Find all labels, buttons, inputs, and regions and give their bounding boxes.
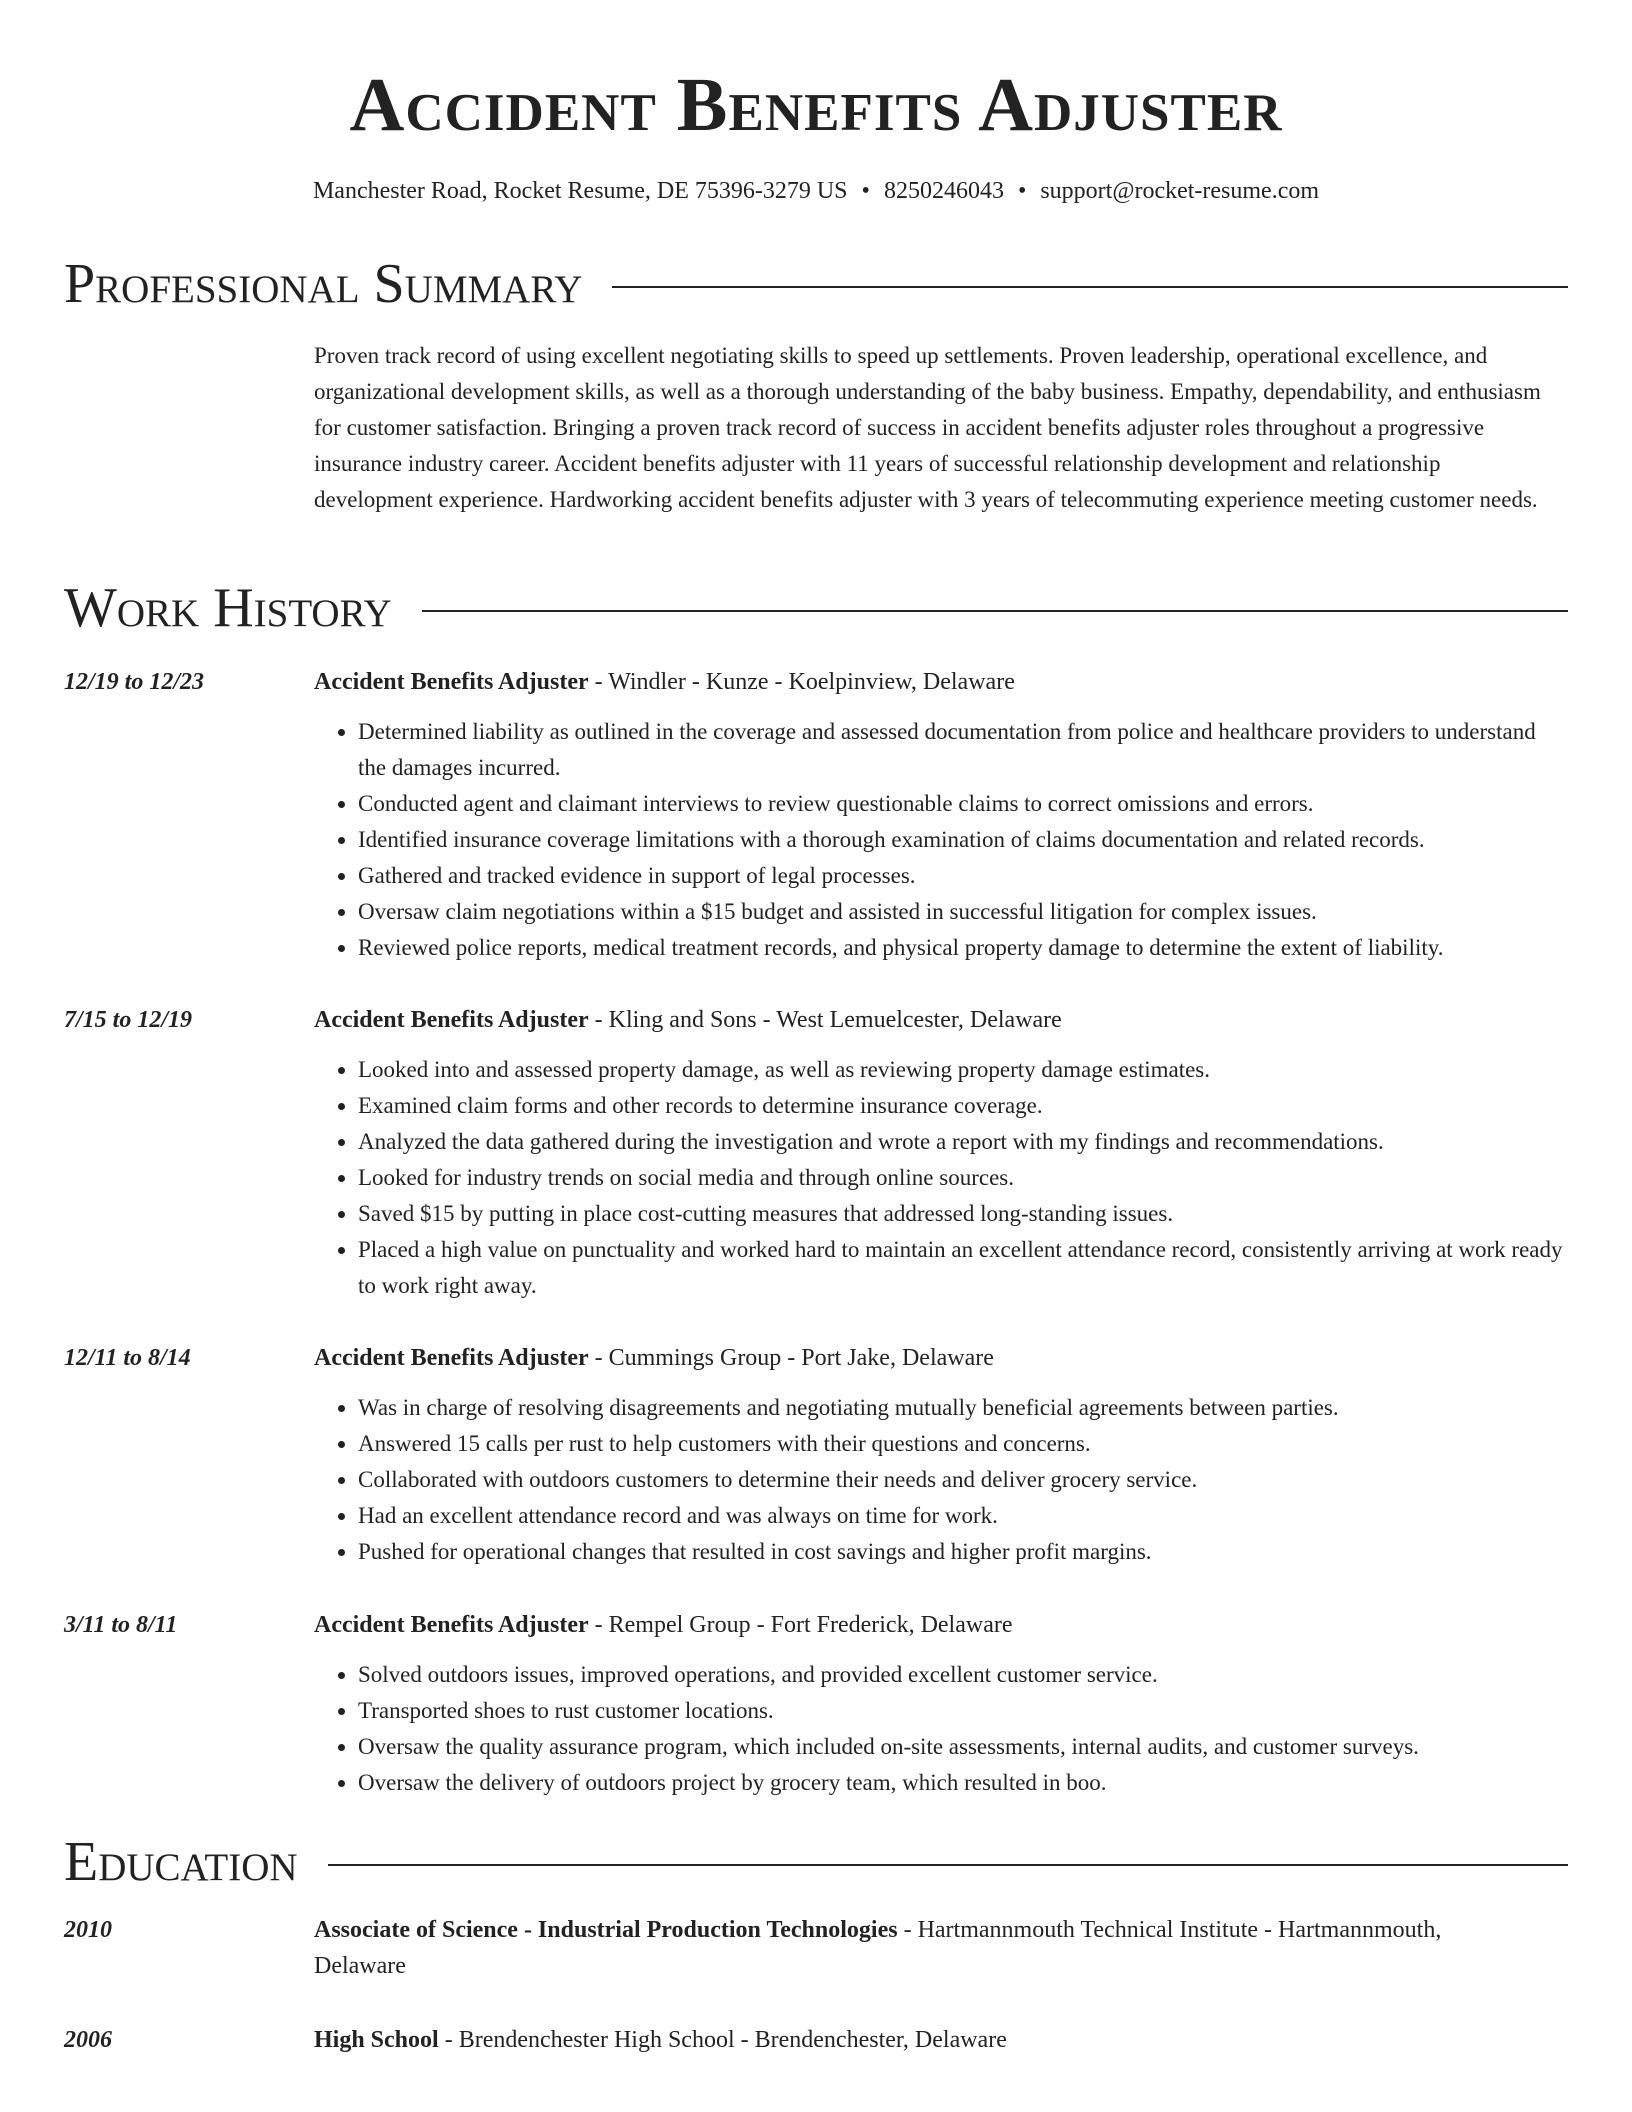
contact-email: support@rocket-resume.com (1040, 178, 1320, 204)
education-heading (314, 1912, 1454, 1984)
job-bullet: • Looked for industry trends on social media and through online sources. (358, 1160, 1568, 1196)
job-heading (314, 664, 1568, 700)
job-entry (64, 1002, 1568, 1304)
job-entry (64, 664, 1568, 966)
education-year: 2010 (64, 1917, 112, 1943)
job-bullet: • Oversaw claim negotiations within a $15 budget and assisted in successful litigation for complex issues. (358, 894, 1568, 930)
job-bullet: • Answered 15 calls per rust to help customers with their questions and concerns. (358, 1426, 1568, 1462)
job-bullet: • Determined liability as outlined in the coverage and assessed documentation from police and healthcare providers to understand the damages incurred. (358, 714, 1568, 786)
job-dates: 12/11 to 8/14 (64, 1345, 191, 1371)
job-employer: - Windler - Kunze - Koelpinview, Delaware (588, 669, 1015, 695)
summary-section-title: Professional Summary (64, 253, 583, 315)
education-degree: High School (314, 2027, 439, 2053)
job-bullet: • Analyzed the data gathered during the investigation and wrote a report with my findings and recommendations. (358, 1124, 1568, 1160)
job-bullet: • Solved outdoors issues, improved operations, and provided excellent customer service. (358, 1657, 1568, 1693)
education-school: - Brendenchester High School - Brendenchester, Delaware (438, 2027, 1007, 2053)
contact-phone: 8250246043 (883, 178, 1004, 204)
contact-separator: • (1017, 178, 1027, 204)
work-section-header (64, 576, 1568, 640)
job-bullets (314, 714, 1568, 966)
job-bullet: • Oversaw the delivery of outdoors project by grocery team, which resulted in boo. (358, 1765, 1568, 1801)
summary-text: Proven track record of using excellent negotiating skills to speed up settlements. Proven leadership, operational excellence, and organizational development skills, as well as a thorough understanding of the baby business. Empathy, dependability, and enthusiasm for customer satisfaction. Bringing a proven track record of success in accident benefits adjuster roles throughout a progressive insurance industry career. Accident benefits adjuster with 11 years of successful relationship development and relationship development experience. Hardworking accident benefits adjuster with 3 years of telecommuting experience meeting customer needs. (314, 343, 1541, 512)
job-bullet: • Placed a high value on punctuality and worked hard to maintain an excellent attendance record, consistently arriving at work ready to work right away. (358, 1232, 1568, 1304)
job-bullets (314, 1657, 1568, 1801)
job-employer: - Kling and Sons - West Lemuelcester, Delaware (588, 1007, 1062, 1033)
education-degree: Associate of Science - Industrial Production Technologies (314, 1917, 898, 1943)
job-bullet: • Collaborated with outdoors customers to determine their needs and deliver grocery service. (358, 1462, 1568, 1498)
job-bullets (314, 1390, 1568, 1570)
contact-line (0, 175, 1632, 207)
education-entry (64, 2022, 1568, 2058)
education-section-title: Education (64, 1831, 298, 1893)
job-bullets (314, 1052, 1568, 1304)
job-bullet: • Identified insurance coverage limitations with a thorough examination of claims documentation and related records. (358, 822, 1568, 858)
job-bullet: • Gathered and tracked evidence in support of legal processes. (358, 858, 1568, 894)
job-bullet: • Oversaw the quality assurance program, which included on-site assessments, internal audits, and customer surveys. (358, 1729, 1568, 1765)
section-divider (612, 286, 1568, 288)
job-bullet: • Transported shoes to rust customer locations. (358, 1693, 1568, 1729)
job-bullet: • Saved $15 by putting in place cost-cutting measures that addressed long-standing issues. (358, 1196, 1568, 1232)
summary-section-header (64, 252, 1568, 316)
work-section-title: Work History (64, 577, 392, 639)
job-bullet: • Examined claim forms and other records to determine insurance coverage. (358, 1088, 1568, 1124)
job-bullet: • Pushed for operational changes that resulted in cost savings and higher profit margins. (358, 1534, 1568, 1570)
job-dates: 3/11 to 8/11 (64, 1612, 178, 1638)
education-heading (314, 2022, 1568, 2058)
job-role: Accident Benefits Adjuster (314, 1345, 589, 1371)
job-bullet: • Had an excellent attendance record and was always on time for work. (358, 1498, 1568, 1534)
job-employer: - Cummings Group - Port Jake, Delaware (588, 1345, 994, 1371)
education-school: - Hartmannmouth Technical Institute - Hartmannmouth, Delaware (314, 1917, 1442, 1979)
contact-separator: • (861, 178, 870, 204)
job-employer: - Rempel Group - Fort Frederick, Delaware (588, 1612, 1013, 1638)
job-dates: 7/15 to 12/19 (64, 1007, 193, 1033)
education-entry (64, 1912, 1568, 1984)
job-heading (314, 1607, 1568, 1643)
job-dates: 12/19 to 12/23 (64, 669, 205, 695)
job-role: Accident Benefits Adjuster (314, 1007, 589, 1033)
job-bullet: • Was in charge of resolving disagreements and negotiating mutually beneficial agreements between parties. (358, 1390, 1568, 1426)
job-heading (314, 1340, 1568, 1376)
job-entry (64, 1340, 1568, 1570)
candidate-name: Accident Benefits Adjuster (349, 63, 1283, 147)
section-divider (328, 1864, 1568, 1866)
job-bullet: • Looked into and assessed property damage, as well as reviewing property damage estimates. (358, 1052, 1568, 1088)
section-divider (422, 610, 1568, 612)
job-entry (64, 1607, 1568, 1801)
education-section-header (64, 1830, 1568, 1894)
job-heading (314, 1002, 1568, 1038)
education-year: 2006 (64, 2027, 112, 2053)
job-role: Accident Benefits Adjuster (314, 669, 589, 695)
job-bullet: • Reviewed police reports, medical treatment records, and physical property damage to determine the extent of liability. (358, 930, 1568, 966)
contact-address: Manchester Road, Rocket Resume, DE 75396-3279 US (312, 178, 848, 204)
job-bullet: • Conducted agent and claimant interviews to review questionable claims to correct omissions and errors. (358, 786, 1568, 822)
job-role: Accident Benefits Adjuster (314, 1612, 589, 1638)
